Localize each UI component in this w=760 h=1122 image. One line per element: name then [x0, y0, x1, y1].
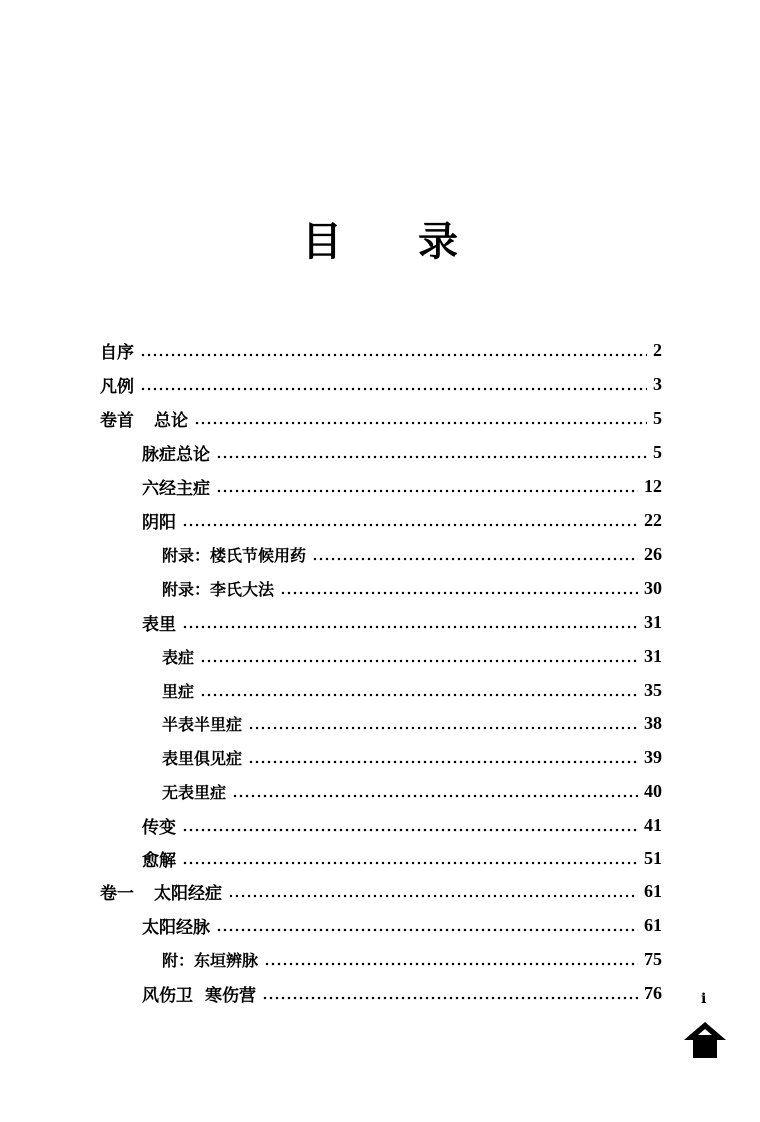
title-char-1: 目	[302, 218, 342, 265]
toc-entry-page: 39	[644, 746, 662, 767]
toc-entry-page: 31	[644, 645, 662, 666]
toc-entry-page: 75	[644, 948, 662, 969]
toc-entry[interactable]	[162, 643, 662, 669]
toc-entry-page: 5	[653, 441, 662, 462]
toc-entry-page: 76	[644, 982, 662, 1003]
leader-dots	[216, 439, 647, 465]
toc-entry-page: 30	[644, 577, 662, 598]
toc-entry-page: 26	[644, 543, 662, 564]
toc-entry-label: 附录：楼氏节候用药	[162, 545, 307, 565]
toc-entry-label: 表里俱见症	[162, 748, 243, 768]
toc-entry[interactable]	[142, 980, 662, 1006]
toc-entry-label: 表症	[162, 647, 195, 667]
title-char-2: 录	[418, 218, 458, 265]
toc-entry[interactable]	[142, 609, 662, 635]
toc-entry-page: 61	[644, 914, 662, 935]
leader-dots	[200, 643, 638, 669]
toc-entry-page: 3	[653, 373, 662, 394]
toc-entry-label: 愈解	[142, 850, 176, 871]
toc-entry[interactable]	[162, 541, 662, 567]
toc-entry[interactable]	[142, 912, 662, 938]
leader-dots	[248, 710, 638, 736]
toc-entry[interactable]	[142, 812, 662, 838]
leader-dots	[216, 473, 638, 499]
toc-entry[interactable]	[162, 744, 662, 770]
toc-entry[interactable]	[142, 845, 662, 871]
toc-entry-label: 脉症总论	[142, 444, 210, 465]
toc-entry[interactable]	[142, 473, 662, 499]
leader-dots	[194, 405, 647, 431]
toc-entry-page: 61	[644, 880, 662, 901]
toc-entry-page: 41	[644, 814, 662, 835]
toc-entry-page: 38	[644, 712, 662, 733]
toc-entry-page: 5	[653, 407, 662, 428]
toc-entry-label: 附：东垣辨脉	[162, 950, 259, 970]
toc-entry-label: 附录：李氏大法	[162, 579, 275, 599]
toc-entry-page: 40	[644, 780, 662, 801]
toc-entry[interactable]	[162, 677, 662, 703]
toc-entry-label: 自序	[100, 342, 134, 363]
toc-entry-label: 传变	[142, 817, 176, 838]
toc-entry[interactable]	[142, 439, 662, 465]
toc-entry[interactable]	[162, 710, 662, 736]
leader-dots	[182, 609, 638, 635]
leader-dots	[182, 845, 638, 871]
toc-entry[interactable]	[142, 507, 662, 533]
leader-dots	[312, 541, 638, 567]
leader-dots	[200, 677, 638, 703]
leader-dots	[280, 575, 638, 601]
toc-entry-juanshou[interactable]	[100, 405, 662, 431]
toc-entry-label: 卷首 总论	[100, 410, 188, 431]
toc-entry-label: 风伤卫 寒伤营	[142, 985, 256, 1006]
leader-dots	[248, 744, 638, 770]
home-arrow-icon[interactable]	[682, 1020, 728, 1060]
toc-entry-page: 51	[644, 847, 662, 868]
toc-entry-label: 表里	[142, 614, 176, 635]
leader-dots	[228, 878, 638, 904]
toc-entry-label: 卷一 太阳经症	[100, 883, 222, 904]
toc-entry[interactable]	[162, 946, 662, 972]
toc-entry-label: 半表半里症	[162, 714, 243, 734]
leader-dots	[262, 980, 638, 1006]
toc-entry-juanyi[interactable]	[100, 878, 662, 904]
toc-entry-preface[interactable]	[100, 337, 662, 363]
toc-entry-page: 22	[644, 509, 662, 530]
toc-entry-label: 六经主症	[142, 478, 210, 499]
toc-entry-label: 无表里症	[162, 782, 227, 802]
toc-entry-page: 2	[653, 339, 662, 360]
toc-entry-label: 太阳经脉	[142, 917, 210, 938]
leader-dots	[216, 912, 638, 938]
toc-entry[interactable]	[162, 575, 662, 601]
leader-dots	[264, 946, 638, 972]
toc-entry-page: 35	[644, 679, 662, 700]
toc-entry-label: 阴阳	[142, 512, 176, 533]
page-number: i	[701, 991, 707, 1007]
toc-entry[interactable]	[162, 778, 662, 804]
leader-dots	[140, 337, 647, 363]
leader-dots	[232, 778, 638, 804]
leader-dots	[182, 812, 638, 838]
toc-entry-label: 凡例	[100, 376, 134, 397]
toc-entry-page: 31	[644, 611, 662, 632]
toc-entry-label: 里症	[162, 681, 195, 701]
toc-entry-fanli[interactable]	[100, 371, 662, 397]
leader-dots	[182, 507, 638, 533]
toc-entry-page: 12	[644, 475, 662, 496]
leader-dots	[140, 371, 647, 397]
